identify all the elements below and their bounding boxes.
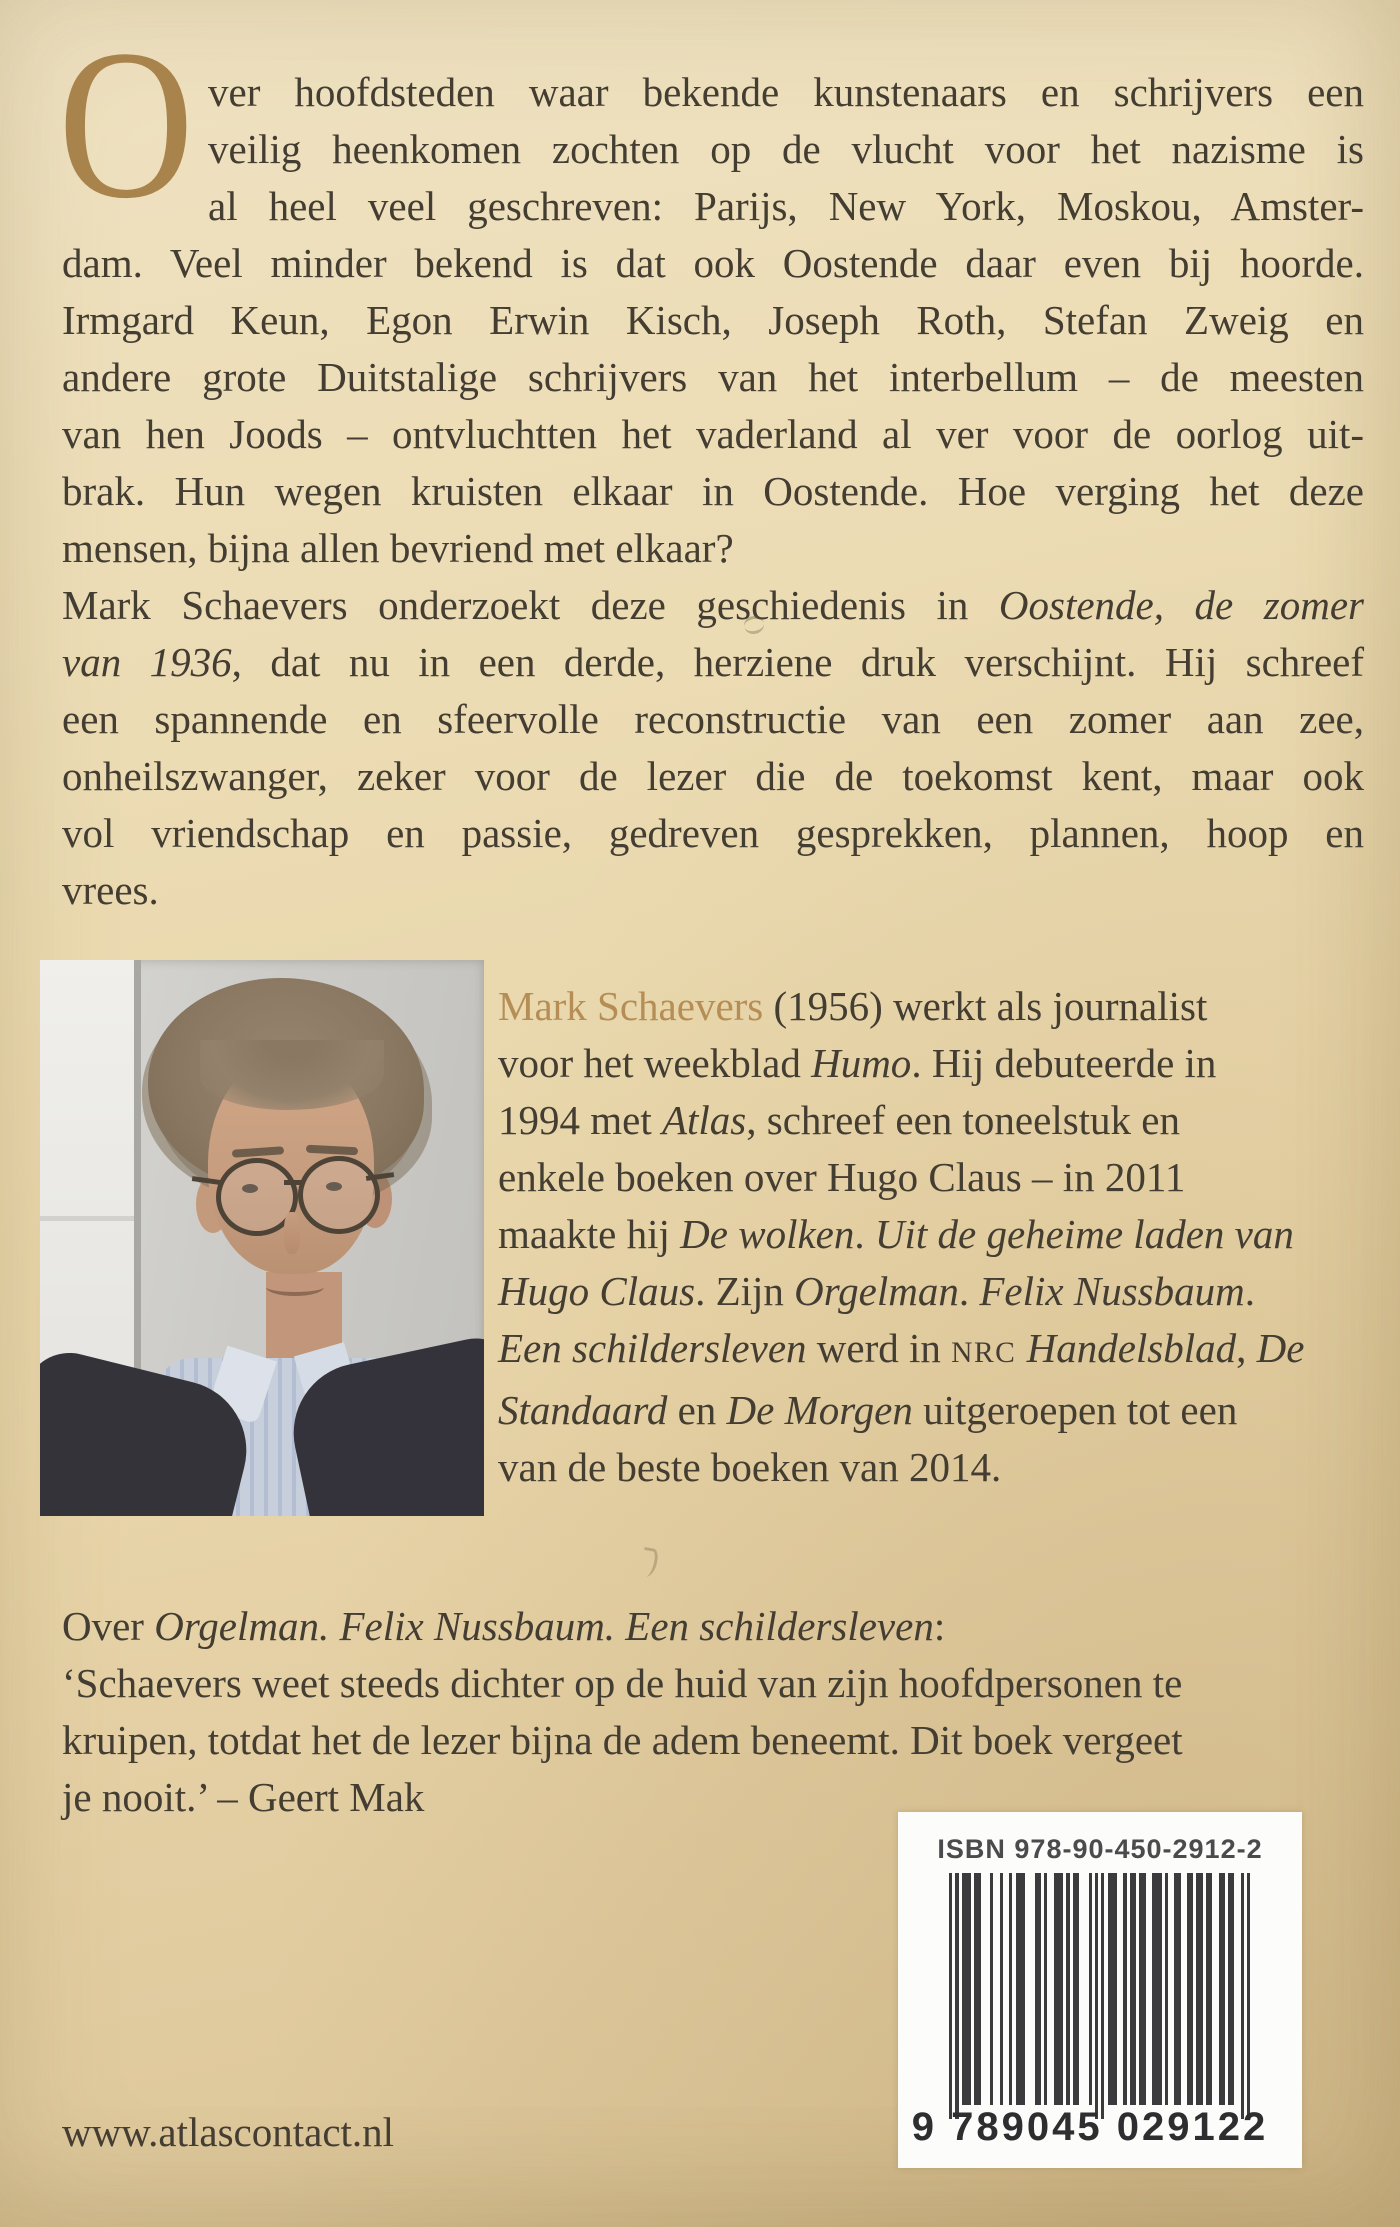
drop-cap: O <box>58 6 195 243</box>
synopsis <box>62 64 1364 919</box>
synopsis-paragraph-2: Mark Schaevers onderzoekt deze geschiedenis in Oostende, de zomer van 1936, dat nu in een derde, herziene druk verschijnt. Hij schreef een spannende en sfeervolle reconstructie van een zomer aan zee, onheilszwanger, zeker voor de lezer die de toekomst kent, maar ook vol vriendschap en passie, gedreven gesprekken, plannen, hoop en vrees. <box>62 582 1365 913</box>
publisher-website: www.atlascontact.nl <box>62 2109 395 2155</box>
author-glasses-bridge <box>284 1180 304 1185</box>
ean13-barcode <box>949 1873 1251 2105</box>
author-glasses-lens <box>298 1156 380 1234</box>
isbn-label: ISBN 978-90-450-2912-2 <box>937 1834 1263 1864</box>
review-quote: Over Orgelman. Felix Nussbaum. Een schildersleven: ‘Schaevers weet steeds dichter op de huid van zijn hoofdpersonen te kruipen, totdat het de lezer bijna de adem beneemt. Dit boek vergeet je nooit.’ – Geert Mak <box>62 1603 1183 1820</box>
scan-artifact <box>640 1547 660 1578</box>
author-bio: Mark Schaevers (1956) werkt als journalist voor het weekblad Humo. Hij debuteerde in 1994 met Atlas, schreef een toneelstuk en enkele boeken over Hugo Claus – in 2011 maakte hij De wolken. Uit de geheime laden van Hugo Claus. Zijn Orgelman. Felix Nussbaum. Een schildersleven werd in NRC Handelsblad, De Standaard en De Morgen uitgeroepen tot een van de beste boeken van 2014. <box>498 983 1305 1490</box>
author-photo <box>40 960 484 1516</box>
author-nose <box>284 1212 300 1254</box>
isbn-barcode-box <box>898 1812 1302 2168</box>
photo-door-seam <box>40 1216 136 1221</box>
author-mouth <box>266 1278 324 1296</box>
synopsis-paragraph-1: ver hoofdsteden waar bekende kunstenaars en schrijvers een veilig heenkomen zochten op de vlucht voor het nazisme is al heel veel geschreven: Parijs, New York, Moskou, Amster- dam. Veel minder bekend is dat ook Oostende daar even bij hoorde. Irmgard Keun, Egon Erwin Kisch, Joseph Roth, Stefan Zweig en andere grote Duitstalige schrijvers van het interbellum – de meesten van hen Joods – ontvluchtten het vaderland al ver voor de oorlog uit- brak. Hun wegen kruisten elkaar in Oostende. Hoe verging het deze mensen, bijna allen bevriend met elkaar? <box>62 69 1364 571</box>
barcode-number: 9 789045 029122 <box>911 2105 1269 2149</box>
